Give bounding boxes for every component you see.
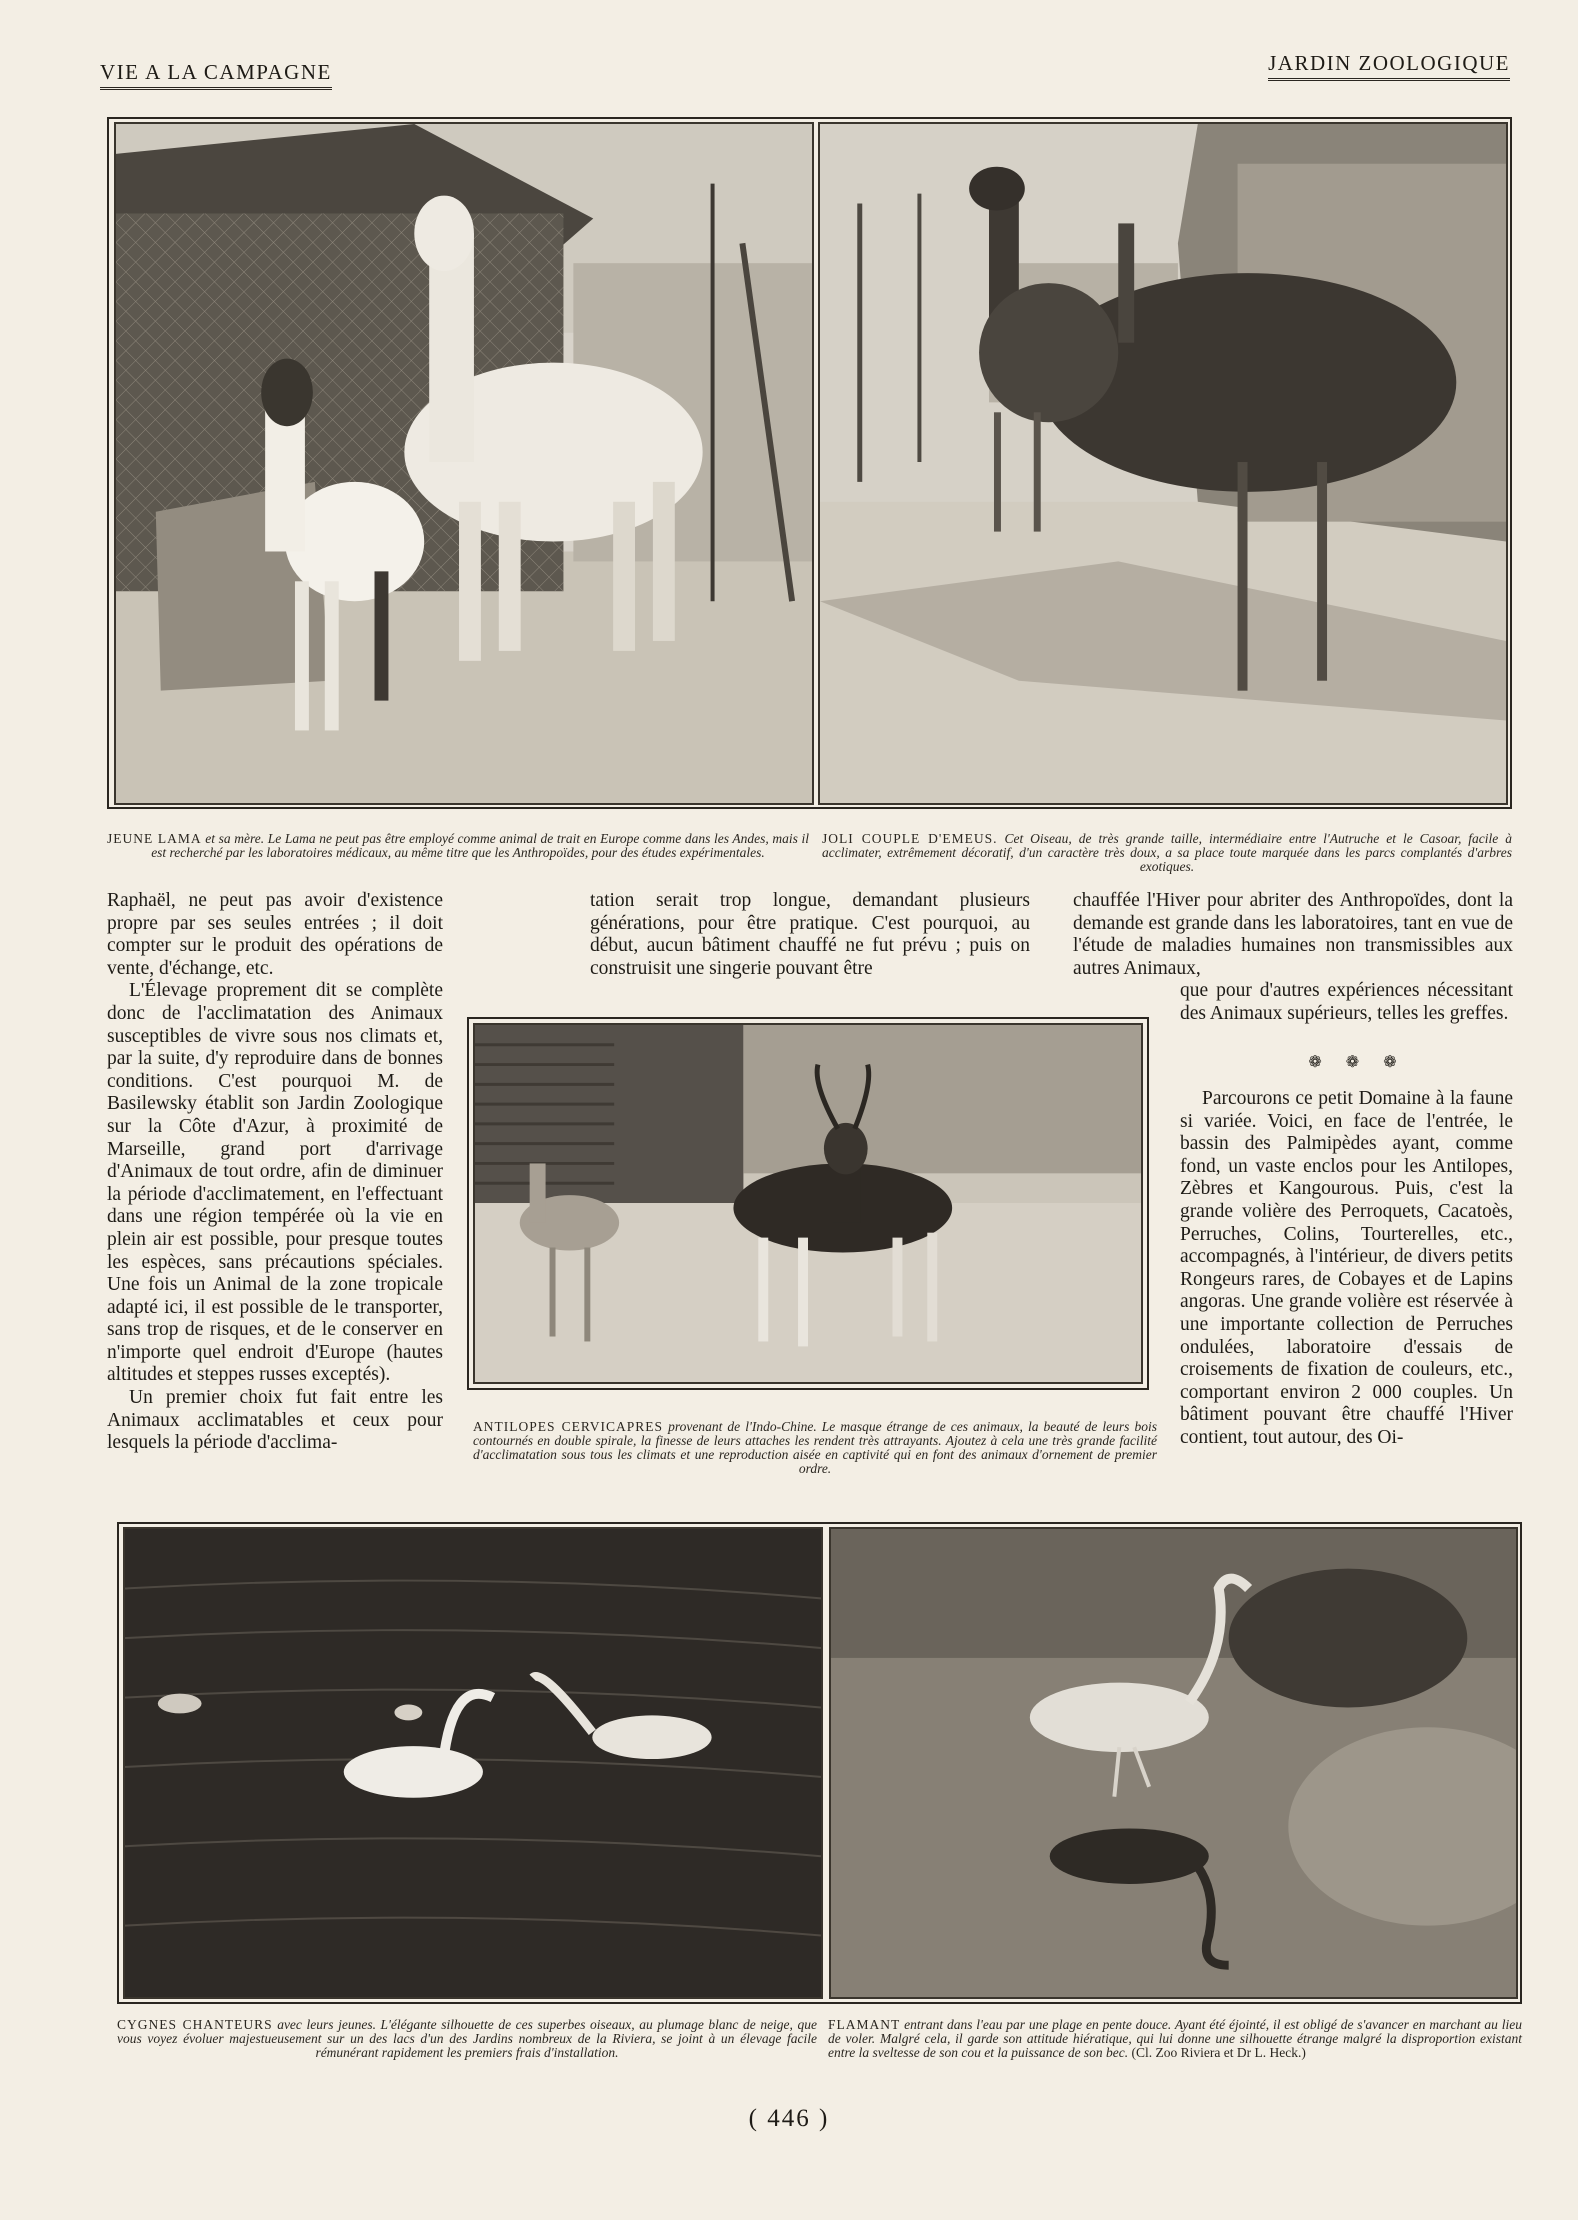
photo-emus	[818, 122, 1508, 805]
caption-emeus-text: Cet Oiseau, de très grande taille, intermédiaire entre l'Autruche et le Casoar, facile à acclimater, extrêmement décoratif, d'un caractère très doux, a sa place toute marquée dans les parcs complantés d'arbres exotiques.	[822, 831, 1512, 874]
photo-antelopes	[473, 1023, 1143, 1384]
col3-paragraph-top: chauffée l'Hiver pour abriter des Anthropoïdes, dont la demande est grande dans les laboratoires, tant en vue de l'étude de maladies humaines non transmissibles aux autres Animaux,	[1073, 890, 1513, 979]
caption-antilopes-head: ANTILOPES CERVICAPRES	[473, 1419, 664, 1434]
caption-cygnes-text: avec leurs jeunes. L'élégante silhouette de ces superbes oiseaux, au plumage blanc de neige, que vous voyez évoluer majestueusement sur un des lacs d'un des Jardins nombreux de la Riviera, se joint à un élevage facile rémunérant rapidement les premiers frais d'installation.	[117, 2017, 818, 2060]
caption-cygnes-head: CYGNES CHANTEURS	[117, 2017, 273, 2032]
caption-flamant	[828, 2018, 1522, 2060]
running-header-right: JARDIN ZOOLOGIQUE	[1268, 51, 1510, 81]
text-column-3-bottom	[1180, 1088, 1513, 1450]
text-column-2	[590, 890, 1030, 980]
text-column-3-ornament	[1180, 1052, 1513, 1075]
col1-paragraph-2: L'Élevage proprement dit se complète donc de l'acclimatation des Animaux susceptibles de vivre sous nos climats et, par la suite, d'y reproduire dans de bonnes conditions. C'est pourquoi M. de Basilewsky établit son Jardin Zoologique sur la Côte d'Azur, à proximité de Marseille, grand port d'arrivage d'Animaux de tout ordre, afin de diminuer la période d'acclimatement, en l'effectuant dans une région tempérée où la vie en plein air est possible, pour presque toutes les espèces, sans précautions spéciales. Une fois un Animal de la zone tropicale adapté ici, il est possible de le transporter, sans trop de risques, et de le conserver en n'importe quel endroit d'Europe (hautes altitudes et steppes russes exceptés).	[107, 980, 443, 1386]
col3-paragraph-bottom: Parcourons ce petit Domaine à la faune si variée. Voici, en face de l'entrée, le bassin des Palmipèdes ayant, comme fond, un vaste enclos pour les Antilopes, Zèbres et Kangourous. Puis, c'est la grande volière des Perroquets, Cacatoès, Perruches, Colins, Tourterelles, etc., accompagnés, à l'intérieur, de divers petits Rongeurs rares, de Cobayes et de Lapins angoras. Une grande volière est réservée à une importante collection de Perruches ondulées, laboratoire d'essais de croisements de fixation de couleurs, etc., comportant environ 2 000 couples. Un bâtiment pouvant être chauffé l'Hiver contient, tout autour, des Oi-	[1180, 1088, 1513, 1448]
caption-antilopes-text: provenant de l'Indo-Chine. Le masque étrange de ces animaux, la beauté de leurs bois contournés en double spirale, la finesse de leurs attaches les rendent très attrayants. Ajoutez à cela une très grande facilité d'acclimatation sous tous les climats et une reproduction aisée en captivité qui en font des animaux d'ornement de premier ordre.	[473, 1419, 1157, 1476]
photo-flamingo	[829, 1527, 1518, 1999]
caption-flamant-head: FLAMANT	[828, 2017, 901, 2032]
caption-emeus	[822, 832, 1512, 874]
caption-lama-head: JEUNE LAMA	[107, 831, 202, 846]
photo-llamas	[114, 122, 814, 805]
text-column-3-top	[1073, 890, 1513, 980]
col1-paragraph-3: Un premier choix fut fait entre les Animaux acclimatables et ceux pour lesquels la période d'acclima-	[107, 1387, 443, 1454]
col2-paragraph: tation serait trop longue, demandant plusieurs générations, pour être pratique. C'est pourquoi, au début, aucun bâtiment chauffé ne fut prévu ; puis on construisit une singerie pouvant être	[590, 890, 1030, 979]
text-column-3-wrap	[1180, 980, 1513, 1025]
col1-paragraph-1: Raphaël, ne peut pas avoir d'existence propre par ses seules entrées ; il doit compter sur le produit des opérations de vente, d'échange, etc.	[107, 890, 443, 979]
section-ornament: ❁ ❁ ❁	[1308, 1054, 1407, 1071]
photo-credit: (Cl. Zoo Riviera et Dr L. Heck.)	[1131, 2045, 1306, 2060]
photo-swans	[123, 1527, 823, 1999]
page-number: ( 446 )	[748, 2105, 830, 2132]
caption-antilopes	[473, 1420, 1157, 1476]
caption-cygnes	[117, 2018, 817, 2060]
running-header-left: VIE A LA CAMPAGNE	[100, 60, 332, 90]
caption-lama-text: et sa mère. Le Lama ne peut pas être employé comme animal de trait en Europe comme dans les Andes, mais il est recherché par les laboratoires médicaux, au même titre que les Anthropoïdes, pour des études expérimentales.	[151, 831, 810, 860]
caption-lama	[107, 832, 809, 860]
caption-flamant-text: entrant dans l'eau par une plage en pente douce. Ayant été éjointé, il est obligé de s'avancer en marchant au lieu de voler. Malgré cela, il garde son attitude hiératique, qui lui donne une silhouette étrange malgré la disproportion existant entre la sveltesse de son cou et la puissance de son bec.	[828, 2017, 1522, 2060]
col3-paragraph-wrap: que pour d'autres expériences nécessitant des Animaux supérieurs, telles les greffes.	[1180, 980, 1513, 1024]
caption-emeus-head: JOLI COUPLE D'EMEUS.	[822, 831, 998, 846]
text-column-1	[107, 890, 443, 1455]
